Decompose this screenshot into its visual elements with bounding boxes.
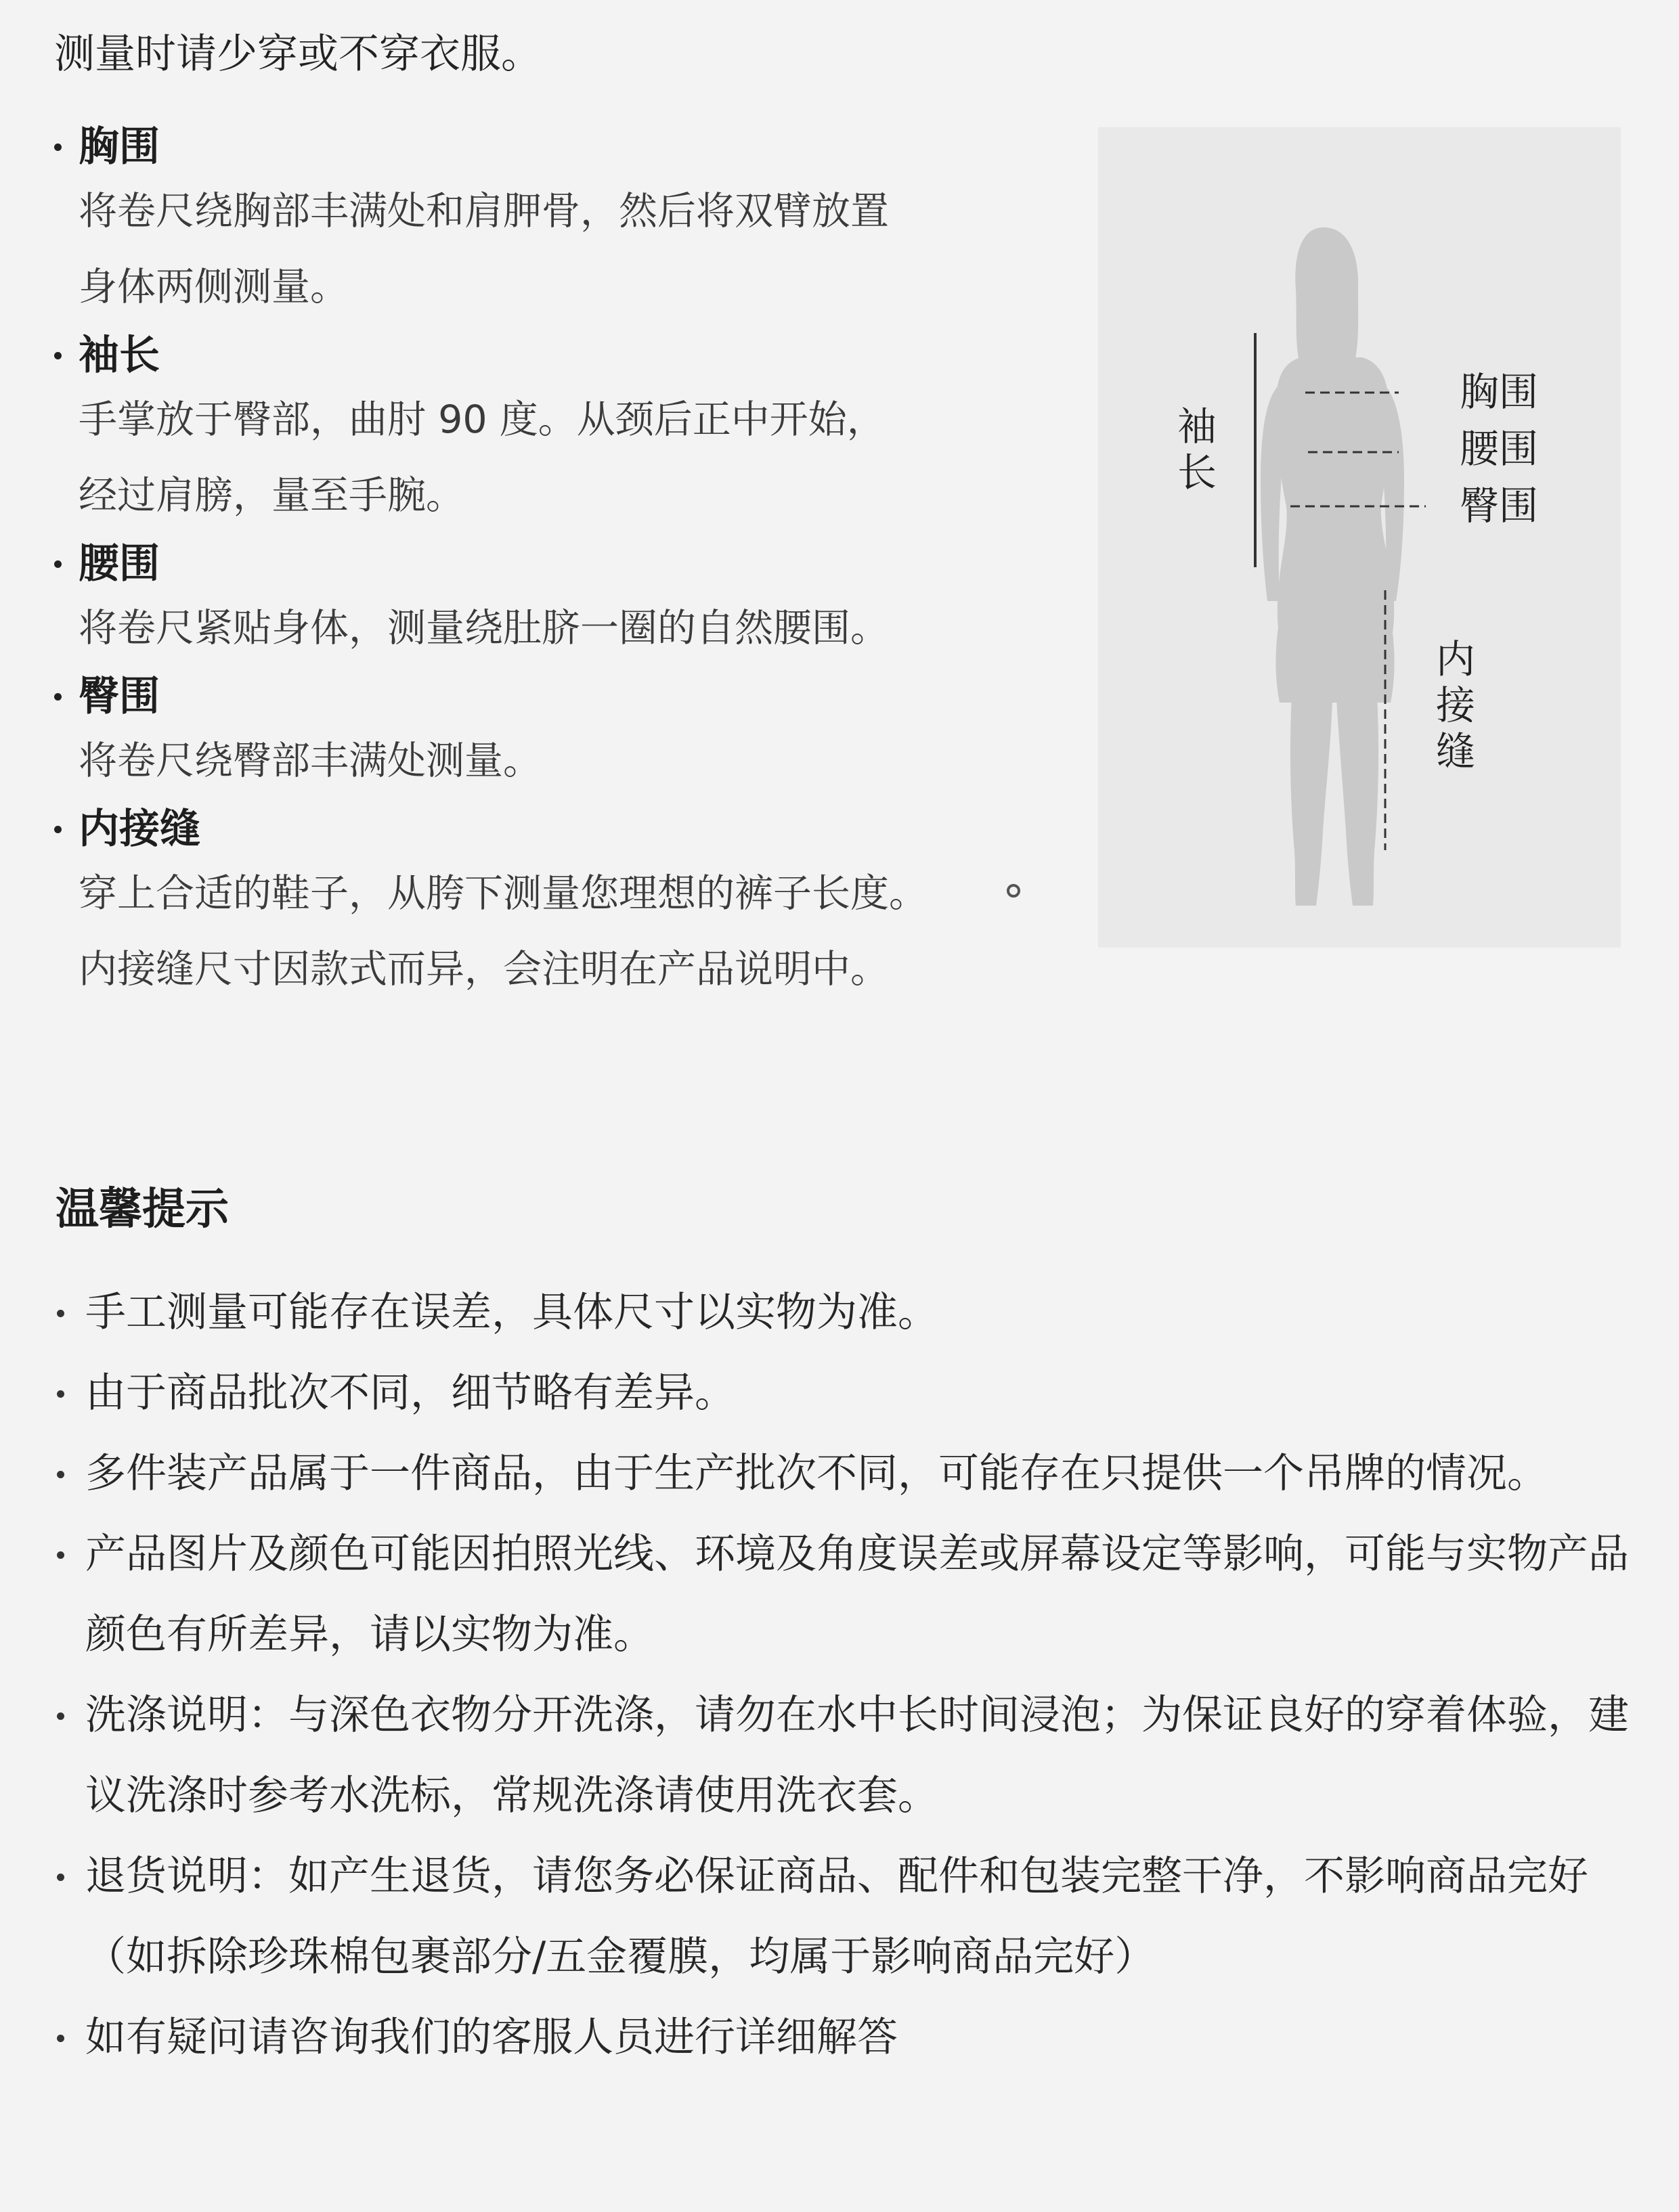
measure-title: 内接缝	[79, 805, 200, 853]
body-measurement-figure	[1098, 127, 1621, 948]
measure-desc-line: 身体两侧测量。	[79, 265, 349, 309]
measure-hip	[49, 670, 1105, 799]
waist-label: 腰围	[1460, 426, 1539, 472]
tip-item	[49, 1434, 1633, 1514]
measure-chest	[49, 120, 1105, 325]
tip-item	[49, 1273, 1633, 1353]
bullet-icon	[54, 143, 62, 151]
sleeve-label: 袖长	[1177, 403, 1217, 495]
measure-sleeve	[49, 329, 1105, 533]
measure-waist	[49, 537, 1105, 666]
measure-desc-line: 将卷尺绕臀部丰满处测量。	[79, 738, 542, 783]
measure-inseam	[49, 803, 1105, 1007]
measure-title: 胸围	[79, 123, 160, 171]
measure-desc-line: 穿上合适的鞋子，从胯下测量您理想的裤子长度。	[79, 871, 928, 916]
measure-title: 臀围	[79, 673, 160, 720]
bullet-icon	[57, 1874, 64, 1881]
bullet-icon	[54, 826, 62, 833]
tip-item	[49, 1353, 1633, 1434]
measurement-list	[49, 120, 1105, 1007]
chest-label: 胸围	[1460, 369, 1539, 415]
measure-desc-line: 手掌放于臀部，曲肘 90 度。从颈后正中开始，	[79, 397, 886, 442]
tip-text: 由于商品批次不同，细节略有差异。	[85, 1369, 735, 1417]
measure-title: 袖长	[79, 332, 160, 379]
intro-text: 测量时请少穿或不穿衣服。	[54, 30, 542, 78]
inseam-label: 内接缝	[1435, 636, 1475, 774]
tip-text: 退货说明：如产生退货，请您务必保证商品、配件和包装完整干净，不影响商品完好（如拆除珍珠棉包裹部分/五金覆膜，均属于影响商品完好）	[85, 1853, 1588, 1981]
bullet-icon	[57, 1712, 64, 1720]
bullet-icon	[57, 2035, 64, 2042]
small-circle-icon	[1007, 884, 1020, 898]
bullet-icon	[57, 1471, 64, 1478]
bullet-icon	[54, 560, 62, 568]
tip-text: 如有疑问请咨询我们的客服人员进行详细解答	[85, 2014, 898, 2061]
tips-title: 温馨提示	[56, 1185, 229, 1235]
bullet-icon	[54, 693, 62, 701]
bullet-icon	[57, 1310, 64, 1317]
measure-desc-line: 内接缝尺寸因款式而异，会注明在产品说明中。	[79, 947, 889, 992]
tips-list	[49, 1273, 1633, 2078]
tip-text: 洗涤说明：与深色衣物分开洗涤，请勿在水中长时间浸泡；为保证良好的穿着体验，建议洗涤时参考水洗标，常规洗涤请使用洗衣套。	[85, 1691, 1629, 1819]
tip-item	[49, 1514, 1633, 1675]
bullet-icon	[54, 352, 62, 359]
tip-text: 产品图片及颜色可能因拍照光线、环境及角度误差或屏幕设定等影响，可能与实物产品颜色有所差异，请以实物为准。	[85, 1530, 1629, 1658]
tip-item	[49, 1836, 1633, 1997]
tip-text: 多件装产品属于一件商品，由于生产批次不同，可能存在只提供一个吊牌的情况。	[85, 1450, 1548, 1497]
measure-title: 腰围	[79, 540, 160, 588]
female-silhouette-icon	[1098, 127, 1621, 948]
measure-desc-line: 将卷尺绕胸部丰满处和肩胛骨，然后将双臂放置	[79, 189, 889, 234]
tip-item	[49, 1675, 1633, 1836]
bullet-icon	[57, 1551, 64, 1559]
tip-text: 手工测量可能存在误差，具体尺寸以实物为准。	[85, 1289, 938, 1336]
measure-desc-line: 经过肩膀，量至手腕。	[79, 473, 464, 518]
bullet-icon	[57, 1390, 64, 1398]
measure-desc-line: 将卷尺紧贴身体，测量绕肚脐一圈的自然腰围。	[79, 606, 889, 650]
tip-item	[49, 1997, 1633, 2078]
hip-label: 臀围	[1460, 483, 1539, 529]
